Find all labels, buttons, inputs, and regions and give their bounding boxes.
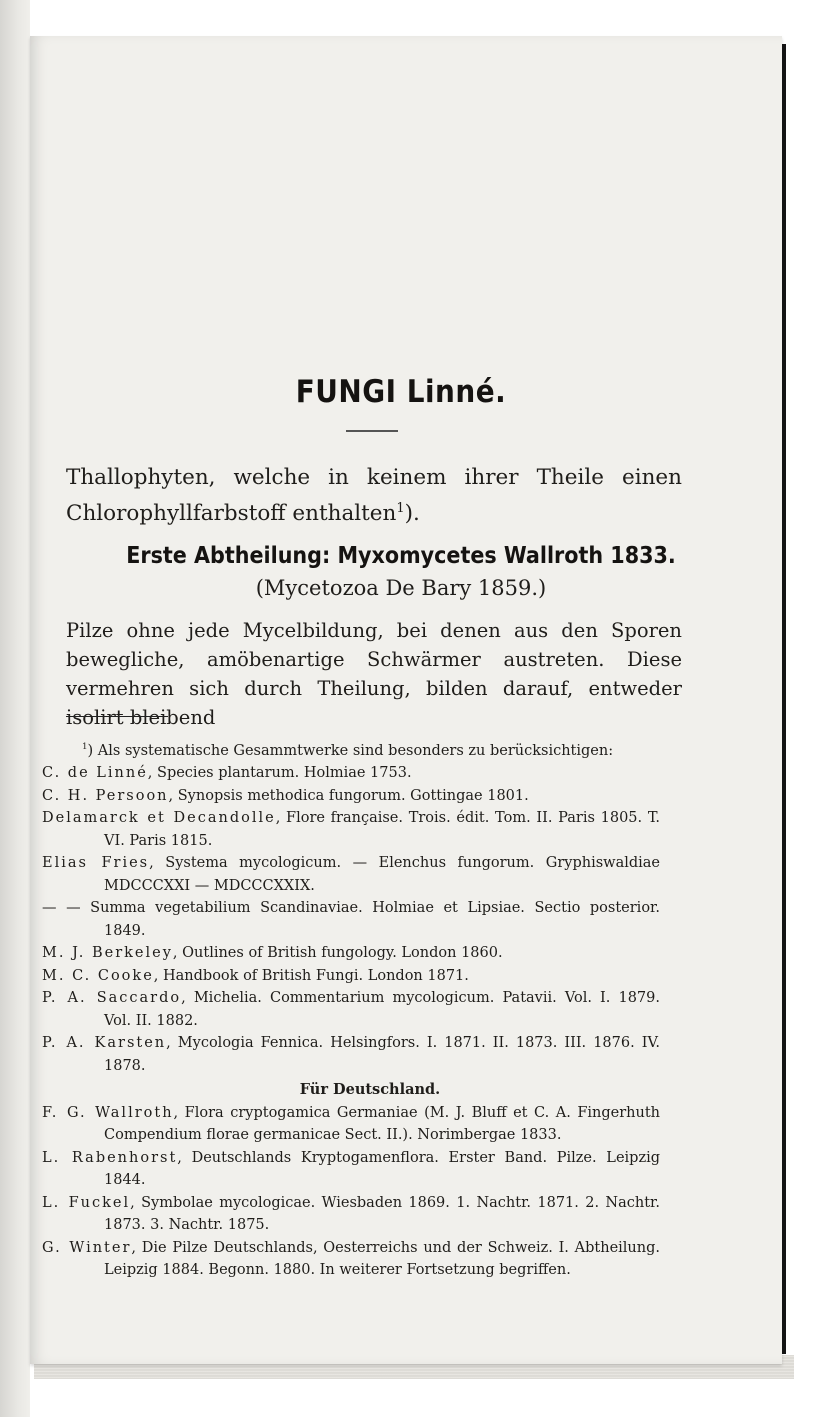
section-body: Pilze ohne jede Mycelbildung, bei denen aus den Sporen bewegliche, amöbenartige Schwärmer austreten. Diese vermehren sich durch Theilung, bilden darauf, entweder isolirt bleibend — [66, 619, 682, 729]
reference-ditto: — — — [42, 900, 81, 917]
footnote-number: 1 — [82, 742, 88, 752]
reference-entry — [40, 785, 660, 808]
reference-author: L. Fuckel — [42, 1194, 131, 1211]
intro-text: Thallophyten, welche in keinem ihrer Theile einen Chlorophyllfarbstoff enthalten — [66, 465, 682, 527]
reference-entry — [40, 852, 660, 897]
footnote-subheading: Für Deutschland. — [299, 1081, 441, 1099]
reference-text: , Mycologia Fennica. Helsingfors. I. 1871. II. 1873. III. 1876. IV. 1878. — [104, 1035, 660, 1074]
reference-text: , Deutschlands Kryptogamenflora. Erster Band. Pilze. Leipzig 1844. — [104, 1149, 660, 1189]
reference-text: , Synopsis methodica fungorum. Gottingae 1801. — [168, 787, 529, 804]
footnote-intro-text: ) Als systematische Gesammtwerke sind besonders zu berücksichtigen: — [87, 742, 614, 759]
reference-entry — [40, 1147, 660, 1192]
reference-entry — [40, 987, 660, 1032]
reference-text: , Die Pilze Deutschlands, Oesterreichs und der Schweiz. I. Abtheilung. Leipzig 1884. Begonn. 1880. In weiterer Fortsetzung begriffen. — [104, 1239, 661, 1279]
section-subheading: (Mycetozoa De Bary 1859.) — [255, 576, 547, 600]
reference-text: , Flore française. Trois. édit. Tom. II. Paris 1805. T. VI. Paris 1815. — [104, 810, 660, 849]
reference-author: Elias Fries — [42, 855, 150, 872]
reference-text: , Michelia. Commentarium mycologicum. Patavii. Vol. I. 1879. Vol. II. 1882. — [104, 990, 660, 1029]
page-title: FUNGI Linné. — [295, 374, 507, 410]
reference-author: C. H. Persoon — [42, 787, 169, 804]
reference-text: Summa vegetabilium Scandinaviae. Holmiae et Lipsiae. Sectio posterior. 1849. — [80, 900, 661, 939]
reference-entry — [40, 897, 660, 942]
reference-text: , Species plantarum. Holmiae 1753. — [147, 765, 412, 782]
reference-entry — [40, 1102, 660, 1147]
reference-author: F. G. Wallroth — [42, 1104, 174, 1121]
reference-entry — [40, 807, 660, 852]
reference-text: , Symbolae mycologicae. Wiesbaden 1869. 1. Nachtr. 1871. 2. Nachtr. 1873. 3. Nachtr. 1875. — [104, 1194, 660, 1234]
section-heading: Erste Abtheilung: Myxomycetes Wallroth 1833. — [126, 543, 676, 569]
intro-paragraph — [66, 462, 682, 529]
reference-author: Delamarck et Decandolle — [42, 810, 276, 827]
facing-page-edge — [0, 0, 30, 1417]
reference-author: M. C. Cooke — [42, 967, 154, 984]
reference-text: , Outlines of British fungology. London 1860. — [172, 945, 503, 962]
footnote-marker: 1 — [396, 501, 405, 516]
reference-author: C. de Linné — [42, 765, 148, 782]
reference-text: , Flora cryptogamica Germaniae (M. J. Bluff et C. A. Fingerhuth Compendium florae germanicae Sect. II.). Norimbergae 1833. — [104, 1104, 661, 1144]
reference-entry — [40, 965, 660, 988]
reference-author: L. Rabenhorst — [42, 1149, 178, 1166]
reference-entry — [40, 762, 660, 785]
reference-author: M. J. Berkeley — [42, 945, 173, 962]
reference-author: P. A. Saccardo — [42, 990, 182, 1007]
reference-entry — [40, 1032, 660, 1077]
footnote-intro — [40, 736, 660, 762]
reference-text: , Handbook of British Fungi. London 1871. — [153, 967, 469, 984]
reference-text: , Systema mycologicum. — Elenchus fungorum. Gryphiswaldiae MDCCCXXI — MDCCCXXIX. — [104, 855, 660, 894]
book-page — [30, 36, 782, 1364]
footnote-rule — [66, 716, 168, 717]
title-ornament-rule — [346, 430, 398, 432]
footnotes — [40, 736, 660, 1282]
reference-entry — [40, 942, 660, 965]
reference-author: G. Winter — [42, 1239, 132, 1256]
intro-end: ). — [404, 501, 420, 527]
reference-entry — [40, 1192, 660, 1237]
reference-author: P. A. Karsten — [42, 1035, 167, 1052]
reference-entry — [40, 1237, 660, 1282]
